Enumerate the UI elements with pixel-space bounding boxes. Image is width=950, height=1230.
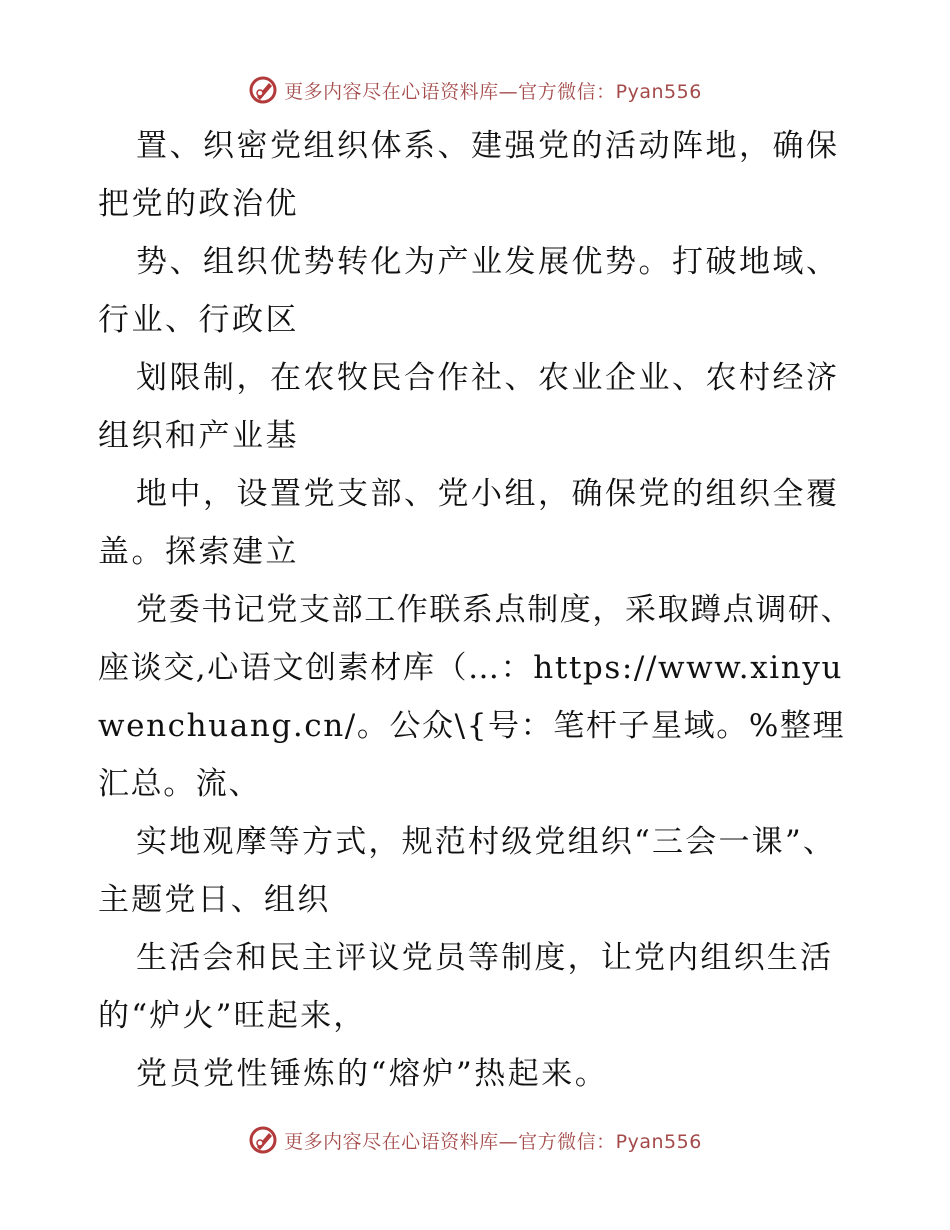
paragraph-7: 生活会和民主评议党员等制度，让党内组织生活的“炉火”旺起来， [98,940,834,1034]
paragraph-1: 置、织密党组织体系、建强党的活动阵地，确保把党的政治优 [98,128,840,222]
footer-banner [0,1120,950,1160]
paragraph-2: 势、组织优势转化为产业发展优势。打破地域、行业、行政区 [98,244,840,338]
header-banner [0,70,950,110]
footer-banner-text: 更多内容尽在心语资料库—官方微信：Pyan556 [284,1130,702,1153]
paragraph-3: 划限制，在农牧民合作社、农业企业、农村经济组织和产业基 [98,360,840,454]
red-circle-pen-logo-icon [248,1125,278,1155]
header-banner-text: 更多内容尽在心语资料库—官方微信：Pyan556 [284,80,702,103]
document-body [98,117,858,1103]
paragraph-5: 党委书记党支部工作联系点制度，采取蹲点调研、座谈交,心语文创素材库（…：https://www.xinyuwenchuang.cn/。公众\{号：笔杆子星域。%整理汇总。流、 [98,592,854,802]
red-circle-pen-logo-icon [248,75,278,105]
paragraph-6: 实地观摩等方式，规范村级党组织“三会一课”、主题党日、组织 [98,824,837,918]
paragraph-4: 地中，设置党支部、党小组，确保党的组织全覆盖。探索建立 [98,476,840,570]
paragraph-8: 党员党性锤炼的“熔炉”热起来。 [136,1056,609,1092]
